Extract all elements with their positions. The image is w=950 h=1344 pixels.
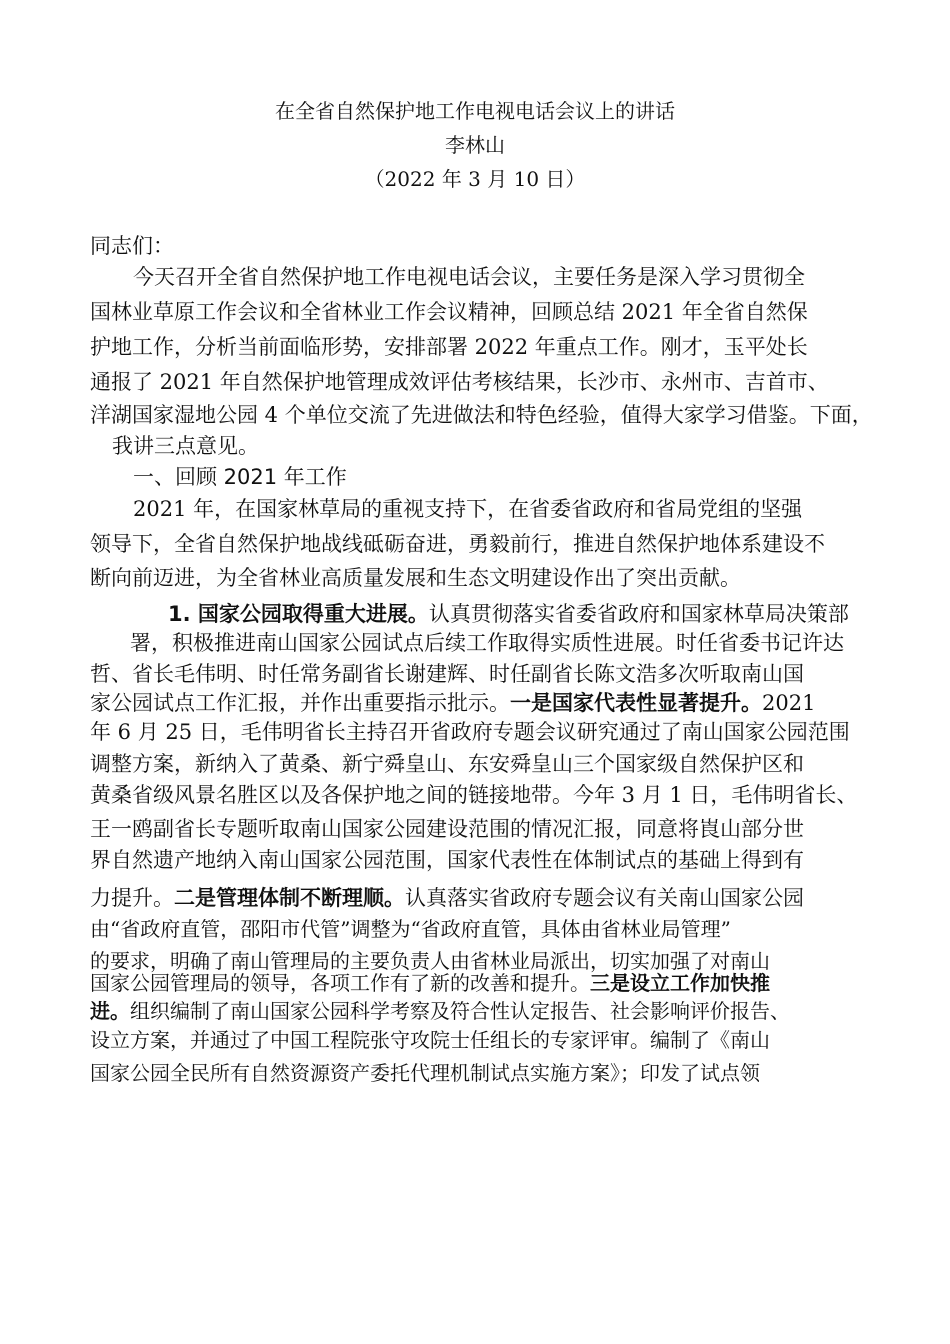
item-line: 署，积极推进南山国家公园试点后续工作取得实质性进展。时任省委书记许达 [130, 631, 844, 655]
key-point-heading: 三是设立工作加快推 [590, 971, 770, 995]
key-point-heading: 进。 [90, 999, 130, 1023]
item-line [90, 883, 804, 913]
item-line: 年 6 月 25 日，毛伟明省长主持召开省政府专题会议研究通过了南山国家公园范围 [90, 720, 850, 744]
item-line [90, 996, 790, 1026]
speech-title: 在全省自然保护地工作电视电话会议上的讲话 [275, 99, 675, 123]
intro-line: 通报了 2021 年自然保护地管理成效评估考核结果，长沙市、永州市、吉首市、 [90, 370, 829, 394]
item-line [168, 599, 849, 629]
item-line: 黄桑省级风景名胜区以及各保护地之间的链接地带。今年 3 月 1 日，毛伟明省长、 [90, 783, 858, 807]
intro-line: 护地工作，分析当前面临形势，安排部署 2022 年重点工作。刚才，玉平处长 [90, 335, 808, 359]
item-text: 认真贯彻落实省委省政府和国家林草局决策部 [428, 602, 849, 626]
section-paragraph-line: 2021 年，在国家林草局的重视支持下，在省委省政府和省局党组的坚强 [133, 497, 803, 521]
item-line: 设立方案，并通过了中国工程院张守攻院士任组长的专家评审。编制了《南山 [90, 1028, 770, 1052]
item-heading: 1. 国家公园取得重大进展。 [168, 602, 429, 626]
item-line [90, 968, 770, 998]
item-line: 界自然遗产地纳入南山国家公园范围，国家代表性在体制试点的基础上得到有 [90, 848, 804, 872]
item-text: 国家公园管理局的领导，各项工作有了新的改善和提升。 [90, 971, 590, 995]
item-line: 调整方案，新纳入了黄桑、新宁舜皇山、东安舜皇山三个国家级自然保护区和 [90, 752, 804, 776]
item-line: 王一鸥副省长专题听取南山国家公园建设范围的情况汇报，同意将崀山部分世 [90, 817, 804, 841]
item-line: 由“省政府直管，邵阳市代管”调整为“省政府直管，具体由省林业局管理” [90, 917, 731, 941]
intro-line: 我讲三点意见。 [112, 434, 259, 458]
item-text: 2021 [762, 691, 816, 715]
item-text: 组织编制了南山国家公园科学考察及符合性认定报告、社会影响评价报告、 [130, 999, 790, 1023]
speaker-name: 李林山 [445, 133, 505, 157]
item-line: 国家公园全民所有自然资源资产委托代理机制试点实施方案》；印发了试点领 [90, 1061, 760, 1085]
speech-date: （2022 年 3 月 10 日） [364, 167, 586, 191]
key-point-heading: 二是管理体制不断理顺。 [174, 886, 405, 910]
item-line: 哲、省长毛伟明、时任常务副省长谢建辉、时任副省长陈文浩多次听取南山国 [90, 662, 804, 686]
key-point-heading: 一是国家代表性显著提升。 [510, 691, 762, 715]
intro-line: 国林业草原工作会议和全省林业工作会议精神，回顾总结 2021 年全省自然保 [90, 300, 808, 324]
intro-line: 洋湖国家湿地公园 4 个单位交流了先进做法和特色经验，值得大家学习借鉴。下面， [90, 403, 873, 427]
item-text: 家公园试点工作汇报，并作出重要指示批示。 [90, 691, 510, 715]
section-heading: 一、回顾 2021 年工作 [133, 465, 347, 489]
salutation: 同志们： [90, 234, 174, 258]
item-line [90, 688, 815, 718]
item-line: 的要求，明确了南山管理局的主要负责人由省林业局派出，切实加强了对南山 [90, 949, 770, 973]
intro-line: 今天召开全省自然保护地工作电视电话会议，主要任务是深入学习贯彻全 [133, 265, 805, 289]
section-paragraph-line: 断向前迈进，为全省林业高质量发展和生态文明建设作出了突出贡献。 [90, 566, 741, 590]
section-paragraph-line: 领导下，全省自然保护地战线砥砺奋进，勇毅前行，推进自然保护地体系建设不 [90, 532, 825, 556]
item-text: 认真落实省政府专题会议有关南山国家公园 [405, 886, 804, 910]
item-text: 力提升。 [90, 886, 174, 910]
